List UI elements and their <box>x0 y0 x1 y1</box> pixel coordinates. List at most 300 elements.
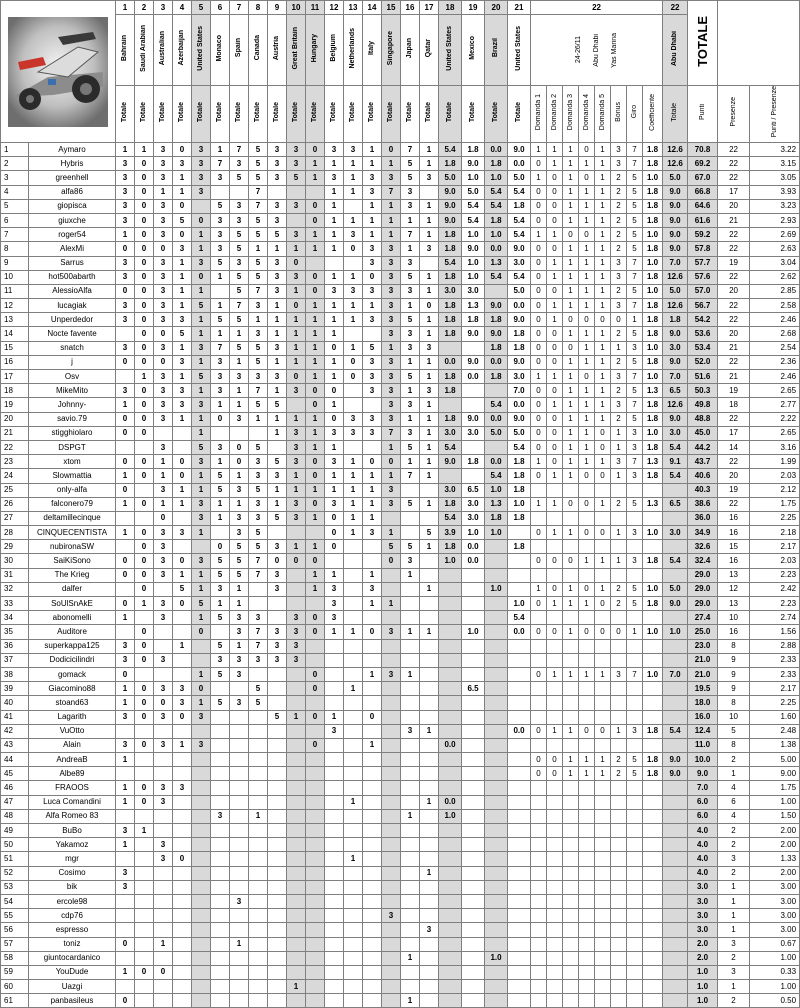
bonus-value <box>595 838 611 852</box>
player-name: Johnny- <box>29 398 116 412</box>
race-score: 1 <box>344 313 363 327</box>
race-score: 1.8 <box>439 242 462 256</box>
points-per-presence: 5.00 <box>750 753 800 767</box>
bonus-value: 3 <box>627 554 643 568</box>
presences: 20 <box>718 199 750 213</box>
race-score: 1 <box>306 355 325 369</box>
bonus-value <box>563 483 579 497</box>
race-score: 1.8 <box>508 483 531 497</box>
bonus-value <box>627 866 643 880</box>
race-score <box>173 653 192 667</box>
race-score: 1 <box>249 313 268 327</box>
race-score <box>306 696 325 710</box>
bonus-value <box>627 824 643 838</box>
race-score: 1 <box>382 341 401 355</box>
race-22-info-line: Yas Marina <box>610 32 618 68</box>
race-score: 3 <box>287 384 306 398</box>
race-score <box>287 951 306 965</box>
race-score <box>306 937 325 951</box>
bonus-label-text: Giro <box>630 105 638 119</box>
race-score <box>135 980 154 994</box>
table-row <box>1 511 800 525</box>
player-name: lucagiak <box>29 299 116 313</box>
race-score <box>287 781 306 795</box>
race-score: 1.8 <box>439 327 462 341</box>
race-score <box>287 667 306 681</box>
position: 30 <box>1 554 29 568</box>
total-points: 54.2 <box>688 313 718 327</box>
bonus-value: 0 <box>547 554 563 568</box>
bonus-value <box>547 710 563 724</box>
presences: 22 <box>718 355 750 369</box>
race-score <box>211 965 230 979</box>
bonus-value <box>563 980 579 994</box>
race-score: 1 <box>154 455 173 469</box>
race-score: 0 <box>192 682 211 696</box>
race-totale-label-text: Totale <box>330 101 337 123</box>
race-score: 5 <box>249 171 268 185</box>
race-score: 1 <box>211 511 230 525</box>
bonus-value <box>547 682 563 696</box>
race-score: 5 <box>249 355 268 369</box>
race-score: 1 <box>173 568 192 582</box>
presences: 22 <box>718 228 750 242</box>
bonus-value: 1 <box>563 455 579 469</box>
race-score: 3 <box>154 370 173 384</box>
presences: 1 <box>718 894 750 908</box>
race-score <box>268 923 287 937</box>
race-score: 0.0 <box>439 795 462 809</box>
bonus-value <box>611 909 627 923</box>
points-per-presence: 2.62 <box>750 270 800 284</box>
race-score <box>462 852 485 866</box>
race-22-score <box>663 540 688 554</box>
bonus-value <box>563 852 579 866</box>
race-score: 3 <box>192 554 211 568</box>
race-score: 9.0 <box>439 213 462 227</box>
race-score: 3 <box>116 653 135 667</box>
player-name: giuxche <box>29 213 116 227</box>
race-score: 3 <box>325 582 344 596</box>
race-score: 3 <box>154 228 173 242</box>
race-score <box>485 838 508 852</box>
race-score <box>135 767 154 781</box>
race-score: 3 <box>325 426 344 440</box>
race-score <box>173 937 192 951</box>
bonus-value <box>595 951 611 965</box>
race-score: 3 <box>211 228 230 242</box>
race-score: 3 <box>211 582 230 596</box>
bonus-value <box>643 540 663 554</box>
bonus-value <box>643 568 663 582</box>
total-points: 64.6 <box>688 199 718 213</box>
race-score <box>462 710 485 724</box>
bonus-value <box>643 923 663 937</box>
race-score: 3 <box>249 653 268 667</box>
table-row <box>1 327 800 341</box>
bonus-value <box>611 795 627 809</box>
race-score <box>508 526 531 540</box>
race-score <box>462 724 485 738</box>
race-score: 1 <box>344 185 363 199</box>
race-score: 3 <box>382 327 401 341</box>
bonus-value <box>531 568 547 582</box>
race-score <box>462 937 485 951</box>
race-score: 3 <box>230 611 249 625</box>
race-score <box>173 795 192 809</box>
race-score: 3 <box>211 213 230 227</box>
bonus-value <box>547 696 563 710</box>
race-score <box>508 653 531 667</box>
race-score <box>154 639 173 653</box>
race-score <box>173 753 192 767</box>
bonus-value <box>595 923 611 937</box>
race-score: 0 <box>306 469 325 483</box>
race-name-text: Japan <box>406 37 413 59</box>
race-score <box>401 696 420 710</box>
bonus-value <box>531 795 547 809</box>
race-score <box>420 511 439 525</box>
race-score <box>382 582 401 596</box>
race-score: 3 <box>268 143 287 157</box>
bonus-value <box>547 809 563 823</box>
race-score: 5 <box>401 540 420 554</box>
race-score: 1.8 <box>485 370 508 384</box>
race-name-text: Austria <box>273 35 280 61</box>
race-score: 1 <box>382 597 401 611</box>
race-score: 3 <box>116 213 135 227</box>
race-score <box>439 852 462 866</box>
total-points: 29.0 <box>688 582 718 596</box>
race-score <box>420 980 439 994</box>
race-score <box>306 795 325 809</box>
race-score: 3 <box>173 384 192 398</box>
race-score: 0 <box>135 242 154 256</box>
bonus-value: 3 <box>611 667 627 681</box>
race-22-score: 3.0 <box>663 341 688 355</box>
race-totale-label-text: Totale <box>254 101 261 123</box>
race-score: 1 <box>116 526 135 540</box>
race-score <box>508 639 531 653</box>
race-score: 3 <box>287 639 306 653</box>
race-name-text: United States <box>515 25 522 71</box>
race-score <box>306 724 325 738</box>
race-score: 9.0 <box>508 313 531 327</box>
bonus-value: 0 <box>547 355 563 369</box>
table-row <box>1 455 800 469</box>
bonus-value <box>579 710 595 724</box>
position: 51 <box>1 852 29 866</box>
race-score: 0 <box>268 554 287 568</box>
race-score: 1 <box>401 667 420 681</box>
round-number: 16 <box>401 1 420 15</box>
race-score: 1.8 <box>462 313 485 327</box>
race-score: 0 <box>382 143 401 157</box>
total-points: 51.6 <box>688 370 718 384</box>
bonus-value: 1 <box>563 327 579 341</box>
bonus-value <box>531 511 547 525</box>
race-score <box>439 894 462 908</box>
race-score: 1.8 <box>485 213 508 227</box>
race-score <box>508 753 531 767</box>
race-score <box>287 597 306 611</box>
race-score: 0 <box>135 540 154 554</box>
total-points: 6.0 <box>688 809 718 823</box>
bonus-value <box>563 682 579 696</box>
race-score <box>344 540 363 554</box>
race-score: 0 <box>363 270 382 284</box>
race-score <box>268 696 287 710</box>
race-score: 1 <box>173 738 192 752</box>
race-score: 1 <box>325 398 344 412</box>
race-score: 0 <box>116 568 135 582</box>
race-score <box>420 639 439 653</box>
race-score <box>192 909 211 923</box>
bonus-value: 1 <box>579 554 595 568</box>
bonus-value <box>579 866 595 880</box>
race-score <box>401 824 420 838</box>
race-name <box>344 15 363 86</box>
race-score <box>211 526 230 540</box>
race-name <box>287 15 306 86</box>
bonus-value: 0 <box>547 171 563 185</box>
race-score: 3 <box>363 171 382 185</box>
race-score <box>192 795 211 809</box>
race-score <box>154 625 173 639</box>
bonus-value <box>563 937 579 951</box>
player-name: Auditore <box>29 625 116 639</box>
race-score: 3 <box>382 398 401 412</box>
race-score: 3 <box>382 284 401 298</box>
bonus-value: 7 <box>627 370 643 384</box>
race-score: 9.0 <box>485 327 508 341</box>
bonus-value <box>563 951 579 965</box>
position: 52 <box>1 866 29 880</box>
race-score <box>382 809 401 823</box>
race-score <box>508 554 531 568</box>
presences: 22 <box>718 497 750 511</box>
bonus-value <box>579 809 595 823</box>
race-score <box>363 440 382 454</box>
race-score: 1 <box>306 568 325 582</box>
total-points: 21.0 <box>688 653 718 667</box>
position: 15 <box>1 341 29 355</box>
race-score: 3 <box>116 313 135 327</box>
race-22-score: 9.1 <box>663 455 688 469</box>
race-score <box>192 923 211 937</box>
race-score: 1.3 <box>462 299 485 313</box>
bonus-value <box>627 809 643 823</box>
table-row <box>1 171 800 185</box>
race-score: 0 <box>135 313 154 327</box>
race-score: 0 <box>306 611 325 625</box>
race-score: 1 <box>363 483 382 497</box>
race-score: 0 <box>135 199 154 213</box>
table-row <box>1 710 800 724</box>
total-points: 12.4 <box>688 724 718 738</box>
race-22-score <box>663 738 688 752</box>
bonus-value: 1 <box>547 497 563 511</box>
presences: 21 <box>718 370 750 384</box>
race-22-info-stack <box>531 15 662 85</box>
race-22-score <box>663 824 688 838</box>
position: 14 <box>1 327 29 341</box>
race-score <box>325 767 344 781</box>
race-score <box>401 526 420 540</box>
race-score <box>230 185 249 199</box>
race-score: 1 <box>344 341 363 355</box>
race-score <box>344 923 363 937</box>
race-score <box>306 923 325 937</box>
race-score <box>401 710 420 724</box>
total-points: 49.8 <box>688 398 718 412</box>
bonus-value <box>595 639 611 653</box>
race-score: 3 <box>154 171 173 185</box>
race-score <box>363 937 382 951</box>
race-score: 3 <box>173 313 192 327</box>
race-totale-label-text: Totale <box>292 101 299 123</box>
bonus-value: 1.8 <box>643 440 663 454</box>
race-score: 0 <box>306 625 325 639</box>
presences: 21 <box>718 341 750 355</box>
race-score <box>192 965 211 979</box>
race-score: 0 <box>173 228 192 242</box>
race-score <box>508 909 531 923</box>
race-score: 3 <box>211 809 230 823</box>
player-name: superkappa125 <box>29 639 116 653</box>
race-score <box>485 554 508 568</box>
race-score <box>401 923 420 937</box>
race-score <box>325 980 344 994</box>
race-22-score <box>663 568 688 582</box>
race-score: 3 <box>382 171 401 185</box>
round-number: 20 <box>485 1 508 15</box>
race-totale-label <box>462 86 485 143</box>
bonus-value <box>627 923 643 937</box>
bonus-value: 1 <box>595 455 611 469</box>
bonus-label-text: Coefficiente <box>648 93 656 131</box>
player-name: Dodicicilindri <box>29 653 116 667</box>
points-per-presence: 2.54 <box>750 341 800 355</box>
race-score: 1 <box>268 299 287 313</box>
race-score: 0 <box>363 710 382 724</box>
race-score: 1.8 <box>508 469 531 483</box>
race-score <box>116 894 135 908</box>
race-score: 5.4 <box>485 469 508 483</box>
race-score: 5 <box>401 370 420 384</box>
bonus-value <box>611 923 627 937</box>
total-points: 61.6 <box>688 213 718 227</box>
race-score <box>268 185 287 199</box>
table-row <box>1 199 800 213</box>
race-score: 3 <box>116 710 135 724</box>
presences: 19 <box>718 256 750 270</box>
race-score <box>192 937 211 951</box>
race-score <box>135 838 154 852</box>
race-score <box>249 667 268 681</box>
bonus-value <box>595 682 611 696</box>
bonus-value <box>547 781 563 795</box>
bonus-value <box>627 511 643 525</box>
race-score: 3 <box>192 455 211 469</box>
race-score <box>230 795 249 809</box>
race-score: 1 <box>116 682 135 696</box>
bonus-value <box>547 880 563 894</box>
race-score <box>211 753 230 767</box>
presences: 8 <box>718 738 750 752</box>
race-score: 3 <box>401 554 420 568</box>
race-score: 1.0 <box>462 171 485 185</box>
bonus-value: 1.3 <box>643 455 663 469</box>
bonus-value <box>595 937 611 951</box>
race-score: 1 <box>382 228 401 242</box>
race-score <box>325 639 344 653</box>
race-score: 1 <box>420 795 439 809</box>
presences: 22 <box>718 242 750 256</box>
race-score: 3 <box>268 341 287 355</box>
race-score <box>439 696 462 710</box>
race-score <box>462 738 485 752</box>
race-score: 1 <box>401 242 420 256</box>
race-score <box>508 951 531 965</box>
race-score <box>344 809 363 823</box>
ratio-label <box>750 86 800 143</box>
race-score <box>344 767 363 781</box>
player-name: stoand63 <box>29 696 116 710</box>
race-score <box>485 653 508 667</box>
bonus-value: 1 <box>547 256 563 270</box>
race-score <box>306 880 325 894</box>
bonus-value <box>563 795 579 809</box>
race-score: 5 <box>420 526 439 540</box>
bonus-value: 1 <box>579 667 595 681</box>
points-per-presence: 1.38 <box>750 738 800 752</box>
race-score <box>485 866 508 880</box>
race-score: 3 <box>116 384 135 398</box>
bonus-label <box>627 86 643 143</box>
bonus-value: 1 <box>563 157 579 171</box>
player-name: Alfa Romeo 83 <box>29 809 116 823</box>
race-score: 0 <box>173 469 192 483</box>
presences: 1 <box>718 767 750 781</box>
race-score: 3.0 <box>462 284 485 298</box>
bonus-value <box>531 980 547 994</box>
race-score <box>420 483 439 497</box>
bonus-value: 0 <box>579 143 595 157</box>
race-score: 1 <box>192 412 211 426</box>
race-score <box>363 611 382 625</box>
race-totale-label-text: Totale <box>121 101 128 123</box>
race-score: 0 <box>420 299 439 313</box>
race-score: 1 <box>420 157 439 171</box>
bonus-value <box>611 965 627 979</box>
race-score: 3 <box>363 384 382 398</box>
table-row <box>1 809 800 823</box>
race-score <box>287 937 306 951</box>
player-name: roger54 <box>29 228 116 242</box>
race-score: 5 <box>211 469 230 483</box>
race-score <box>439 611 462 625</box>
bonus-value: 0 <box>547 767 563 781</box>
bonus-value <box>595 824 611 838</box>
race-name <box>154 15 173 86</box>
total-points: 1.0 <box>688 980 718 994</box>
bonus-value <box>595 511 611 525</box>
total-points: 34.9 <box>688 526 718 540</box>
race-name-text: Qatar <box>425 38 432 58</box>
race-score: 5 <box>401 497 420 511</box>
race-score <box>287 568 306 582</box>
